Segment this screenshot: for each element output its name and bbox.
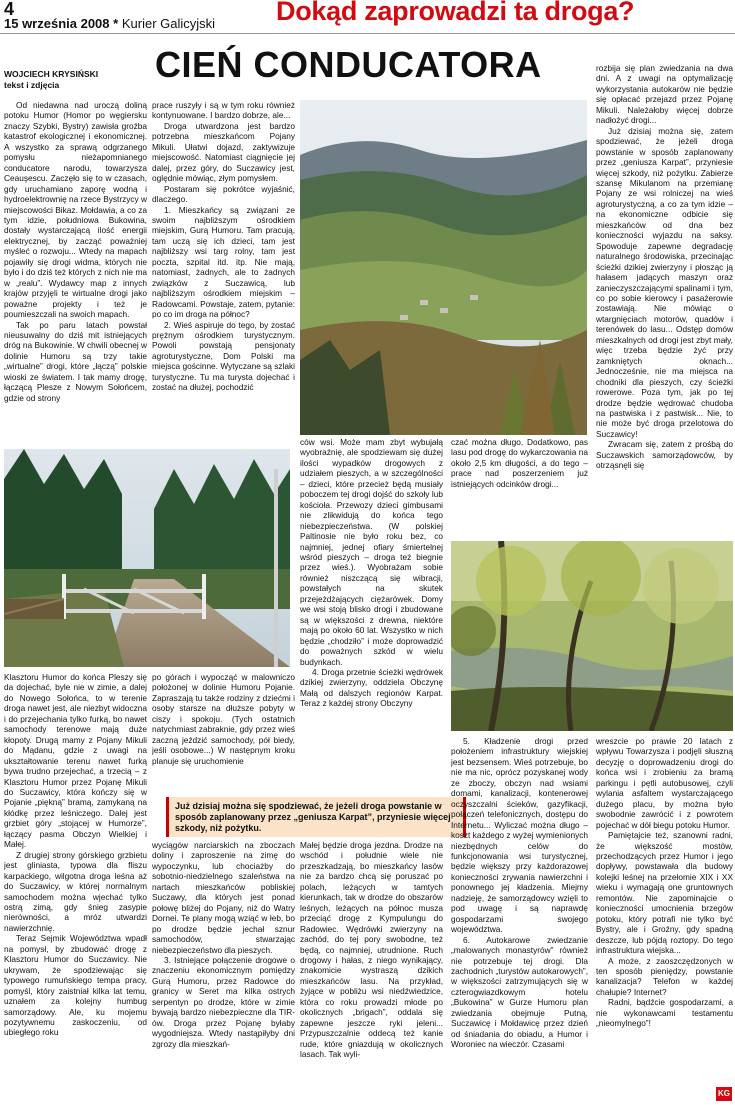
paragraph: wreszcie po prawie 20 latach z wpływu Towarzysza i podjęli słuszną decyzję o doprowadzeniu drogi do końca wsi i zrobieniu za bramą parkingu i pętli autobusowej, czyli wylania asfaltem wystarczającego dużego placu, by można było swobodnie zawrócić i z powrotem pojechać w dół biegu potoku Humor. <box>596 736 733 830</box>
paragraph: Teraz Sejmik Województwa wpadł na pomysł, by zbudować drogę z Klasztoru Humor do Suczawicy. Nie ukrywam, że spodziewając się typowego rumuńskiego tempa pracy, pomyśl, który zaistniał kilka lat temu, uznałem za kolejny humbug samorządowy. Ale, ku mojemu pozytywnemu zaskoczeniu, od ubiegłego roku <box>4 933 147 1038</box>
column-2-lower <box>152 840 295 1100</box>
paragraph: 6. Autokarowe zwiedzanie „malowanych monastyrów” również nie potrzebuje tej drogi. Dla zachodnich „turystów autokarowych”, w większości zatrzymujących się w czterogwiazdkowym hotelu „Bukowina” w Gurze Humoru plan zwiedzania obejmuje Putną, Suczawicę i Mołdawicę przez dzień od śniadania do obiadu, a Humor i Woroniec na wieczór. Czasami <box>451 934 588 1050</box>
paragraph: Zwracam się, zatem z prośbą do Suczawskich samorządowców, by otrząsnęli się <box>596 439 733 471</box>
paragraph: 4. Droga przetnie ścieżki wędrówek dzikiej zwierzyny, oddziela Obczynę Małą od dalszych regionów Karpat. Teraz z każdej strony Obczyny <box>300 666 443 709</box>
paragraph: Pamiętajcie też, szanowni radni, że większość mostów, przechodzących przez Humor i jego dopływy, powstawała dla budowy kolejki leśnej na przełomie XIX i XX wieku i wymagają one gruntownych remontów. Nie zapominajcie o konieczności umocnienia brzegów potoku, który potrafi nie tylko być Bystry, ale i Groźny, gdy spadną deszcze, lub pójdą roztopy. Do tego infrastruktura wiejska... <box>596 830 733 956</box>
photo-credit: tekst i zdjęcia <box>4 80 60 90</box>
pull-quote: Już dzisiaj można się spodziewać, że jeżeli droga powstanie w sposób zaplanowany przez „geniusza Karpat”, przyniesie więcej szkody, niż pożytku. <box>166 797 466 837</box>
column-4-top <box>451 437 588 537</box>
column-4-lower <box>451 736 588 1100</box>
header-rule <box>0 33 735 34</box>
stream-trees-photo <box>451 541 733 731</box>
mountain-valley-photo <box>300 100 587 435</box>
dateline <box>4 16 215 31</box>
paragraph: Już dzisiaj można się, zatem spodziewać, że jeżeli droga powstanie w sposób zaplanowany przez „geniusza Karpat”, przyniesie więcej szkody, niż pożytku. Zabierze szansę Mikulanom na przemianę Pojany ze wsi rolniczej na wieś agroturystyczną, a co za tym idzie – na ekonomiczne odbicie się mieszkańców od dna bez konieczności wyjazdu na saksy. Spowoduje zapewne degradację naturalnego środowiska, przecinając ścieżki dzikiej zwierzyny i płosząc ją hałasem jadących maszyn oraz zanieczyszczającymi spalinami i tym, co po sobie kierowcy i pasażerowie zostawiają. Nie mówiąc o wtargnięciach motorów, quadów i terenówek do lasu... Odstęp domów mieszkalnych od drogi jest zbyt mały, więc trzeba będzie żyć przy zamkniętych oknach... Jednocześnie, nie ma miejsca na chodniki dla pieszych, czy ścieżki rowerowe. Poza tym, jak po tej drodze będzie wędrować chudoba na pastwiska i z pastwisk... Nie, to nie może być droga przelotowa do Suczawicy! <box>596 125 733 439</box>
column-3-lower <box>300 840 443 1100</box>
column-2-bottom <box>152 672 295 794</box>
publication-name: Kurier Galicyjski <box>121 16 216 31</box>
paragraph: 5. Kładzenie drogi przed położeniem infrastruktury wiejskiej jest bezsensem. Wieś potrzebuje, bo nie ma nic, oprócz pozyskanej wody ze zboczy, obczyn nad wsiami domami, kanalizacji, kontenerowej oczyszczalni ścieków, gazyfikacji, połączeń telefonicznych, dostępu do Internetu... Wyliczać można długo – koszt każdego z wyżej wymienionych niezbędnych celów do funkcjonowania wsi turystycznej, będzie większy przy każdorazowej konieczności zrywania nawierzchni i ponownego jej kładzenia. Miejmy nadzieję, że samorządowcy wzięli to pod uwagę i są naprawdę gospodarzami swojego województwa. <box>451 736 588 935</box>
paragraph: 2. Wieś aspiruje do tego, by zostać prężnym ośrodkiem turystycznym. Powoli powstają pensjonaty agroturystyczne, Dom Polski ma miejsca gościnne. Wytyczane są szlaki turystyczne. Tu ma turysta dojechać i zostać na dłużej, pochodzić <box>152 319 295 393</box>
paragraph: po górach i wypocząć w malowniczo położonej w dolinie Humoru Pojanie. Zapraszają tu także rodziny z dziećmi i osoby starsze na dłuższe pobyty w ciszy i spokoju. (Tych ostatnich natychmiast zabraknie, gdy przez wieś zaczną jeździć samochody, pół biedy, jeśli osobowe...) W następnym kroku planuje się uruchomienie <box>152 672 295 766</box>
paragraph: czać można długo. Dodatkowo, pas lasu pod drogę do wykarczowania na około 2,5 km długości, a do tego – prace nad poszerzeniem już istniejących odcinków drogi... <box>451 437 588 489</box>
paragraph: Z drugiej strony górskiego grzbietu jest gliniasta, typowa dla fliszu karpackiego, wilgotna droga leśna aż do Suczawicy, w której normalnym samochodem można wjechać tylko ostrą zimą, gdy śnieg zasypie nierówności, a mróz utwardzi nawierzchnię. <box>4 849 147 933</box>
article-title: CIEŃ CONDUCATORA <box>155 44 542 85</box>
column-3-top <box>300 437 443 792</box>
byline <box>4 69 98 91</box>
column-1-bottom <box>4 672 147 1100</box>
paragraph: wyciągów narciarskich na zboczach doliny i zaproszenie na zimę do wypoczynku, lub chociażby do sobotnio-niedzielnego szaleństwa na nartach mieszkańców pobliskiej Suczawy, dla których jest ponad połowę bliżej do Pojany, niż do Watry Dornei. Te plany mogą wziąć w łeb, bo po drodze będzie jechał sznur samochodów, stwarzając niebezpieczeństwo dla pieszych. <box>152 840 295 955</box>
paragraph: ców wsi. Może mam zbyt wybujałą wyobraźnię, ale spodziewam się dużej ilości wypadków drogowych z udziałem pieszych, a w szczególności – dzieci, które przecież będą musiały poboczem tej drogi dojść do szkoły lub kościoła. Przewozy dzieci gimbusami nie zlikwidują do końca tego niebezpieczeństwa. (W polskiej Paltinosie nie było roku bez, co najmniej, jednej ofiary śmiertelnej wśród pieszych – droga też biegnie przez wieś.). Wyobrażam sobie również niszczącą się wibracji, powstałych na skutek przejeżdżających ciężarówek. Domy we wsi stoją blisko drogi i zbudowane są w większości z drewna, niektóre mają po około 60 lat. Wszystko w nich będzie „chodziło” i może doprowadzić do poważnych szkód w wielu budynkach. <box>300 437 443 667</box>
column-1-top <box>4 100 147 445</box>
paragraph: rozbija się plan zwiedzania na dwa dni. A z uwagi na optymalizację wykorzystania autokarów nie będzie się opłacać przejazd przez Pojanę Mikuli. Należałoby więcej dobrze nadłożyć drogi... <box>596 63 733 126</box>
page-number: 4 <box>4 0 15 19</box>
section-headline: Dokąd zaprowadzi ta droga? <box>276 0 635 26</box>
paragraph: Od niedawna nad uroczą doliną potoku Humor (Homor po węgiersku znaczy Szybki, Bystry) zawisła groźba katastrof ekologicznej i ekonomicznej. A wszystko za sprawą odgrzanego pomysłu nieżapomnianego conducatore narodu, towarzysza Ceauşescu. Zaczęło się to w czasach, gdy uruchamiano zaporę wodną i hydroelektrownię na rzece Bystrzycy w miejscowości Bikaz. Mołdawia, a co za tym idzie, południowa Bukowina, dostały wystarczającą ilość energii elektrycznej, by zacząć poważniej myśleć o rozwoju... Wtedy na mapach pojawiły się drogi widma, których nie było i do dziś też których z nich nie ma w „realu”. Wydawcy map z innych krajów przyjęli te wirtualne drogi jako poważne projekty i też je poumieszczali na swoich mapach. <box>4 100 147 320</box>
gate-road-photo <box>4 449 290 667</box>
paragraph: 3. Istniejące połączenie drogowe o znaczeniu ekonomicznym pomiędzy Gurą Humoru, przez Radowce do granicy w Seret ma kilka ostrych serpentyn po drodze, które w zimie bywają bardzo niebezpieczne dla TIR-ów. Droga przez Pojanę byłaby wygodniejsza. Wtedy nastąpiłyby dni zgrozy dla mieszkań- <box>152 954 295 1049</box>
paragraph: A może, z zaoszczędzonych w ten sposób pieniędzy, powstanie kanalizacja? Telefon w każdej chałupie? Internet? <box>596 955 733 997</box>
column-5-top <box>596 63 733 535</box>
issue-date: 15 września 2008 <box>4 16 110 31</box>
paragraph: Małej będzie droga jezdna. Drodze na wschód i południe wiele nie przeszkadzają, bo mieszkańcy lasów nie za bardzo chcą się poruszać po polach, leżących w tamtych kierunkach, tak w drodze do obszarów leśnych, leżących na północ musza przeciąć drogę z Kympulungu do Radowiec. Wędrówki zwierzyny na zachód, do tej pory swobodne, też będą, co najmniej, utrudnione. Ruch drogowy i hałas, z niego wynikający, znakomicie wystraszą dzikich mieszkańców lasu. Na przykład, żyjące w pobliżu wsi niedźwiedzice, która co roku prowadzi młode po okolicznych „brigach”, oddala się zapewne jeszcze ryki jeleni... Przypuszczalnie oddecą też kanie rude, które gniazdują w okolicznych lasach. Tak wyli- <box>300 840 443 1060</box>
paragraph: prace ruszyły i są w tym roku również kontynuowane. I bardzo dobrze, ale... <box>152 100 295 121</box>
column-5-lower <box>596 736 733 1086</box>
separator: * <box>113 16 119 31</box>
paragraph: Droga utwardzona jest bardzo potrzebna mieszkańcom Pojany Mikuli. Ułatwi dojazd, zaktywizuje miejscowość. Natomiast ciągnięcie jej dalej, przez góry, do Suczawicy jest, oględnie mówiąc, złym pomysłem. <box>152 120 295 184</box>
paragraph: Radni, bądźcie gospodarzami, a nie wykonawcami testamentu „nieomylnego”! <box>596 997 733 1029</box>
paragraph: 1. Mieszkańcy są związani ze swoim najbliższym ośrodkiem miejskim, Gurą Humoru. Tam pracują, tam uczą się ich dzieci, tam jest najbliższy wsi targ rolny, tam jest poczta, szpital itd. itp. Nie mają, natomiast, żadnych, ale to żadnych związków z Suczawicą, lub najbliższym ośrodkiem miejskim – Radowcami. Powstaje, zatem, pytanie: po co im droga na północ? <box>152 204 295 320</box>
author-name: WOJCIECH KRYSIŃSKI <box>4 69 99 79</box>
publication-logo: KG <box>716 1087 732 1101</box>
paragraph: Postaram się pokrótce wyjaśnić, dlaczego. <box>152 183 295 205</box>
paragraph: Klasztoru Humor do końca Pleszy się da dojechać, byle nie w zimie, a dalej do Nowego Sołońca, to w terenie droga nawet jest, ale niezbyt widoczna i do przejechania tylko furką, bo nawet samochody terenowe mają duże kłopoty. Drugą mamy z Pojany Mikuli do Mądanu, gdzie z uwagi na ukształtowanie terenu nawet furką bywa trudno przejechać, a trzecią – z Klasztoru Humor przez Pojanę Mikuli do Suczawicy, która kończy się w Pojanie „piękną” bramą, zamykaną na kłódkę przez leśniczego. Dalej jest grzbiet góry „stojącej w Humorze”, łączący pasma Obczyn Wielkiej i Małej. <box>4 672 147 850</box>
paragraph: Tak po paru latach powstał nieusuwalny do dziś mit istniejących dróg na Bukowinie. W chwili obecnej w dolinie Humoru są trzy takie „wirtualne” drogi, które „łączą” polskie wioski ze światem. I tak mamy drogę, łączącą Plesze z Nowym Sołońcem, gdzie od strony <box>4 319 147 403</box>
column-2-top <box>152 100 295 443</box>
